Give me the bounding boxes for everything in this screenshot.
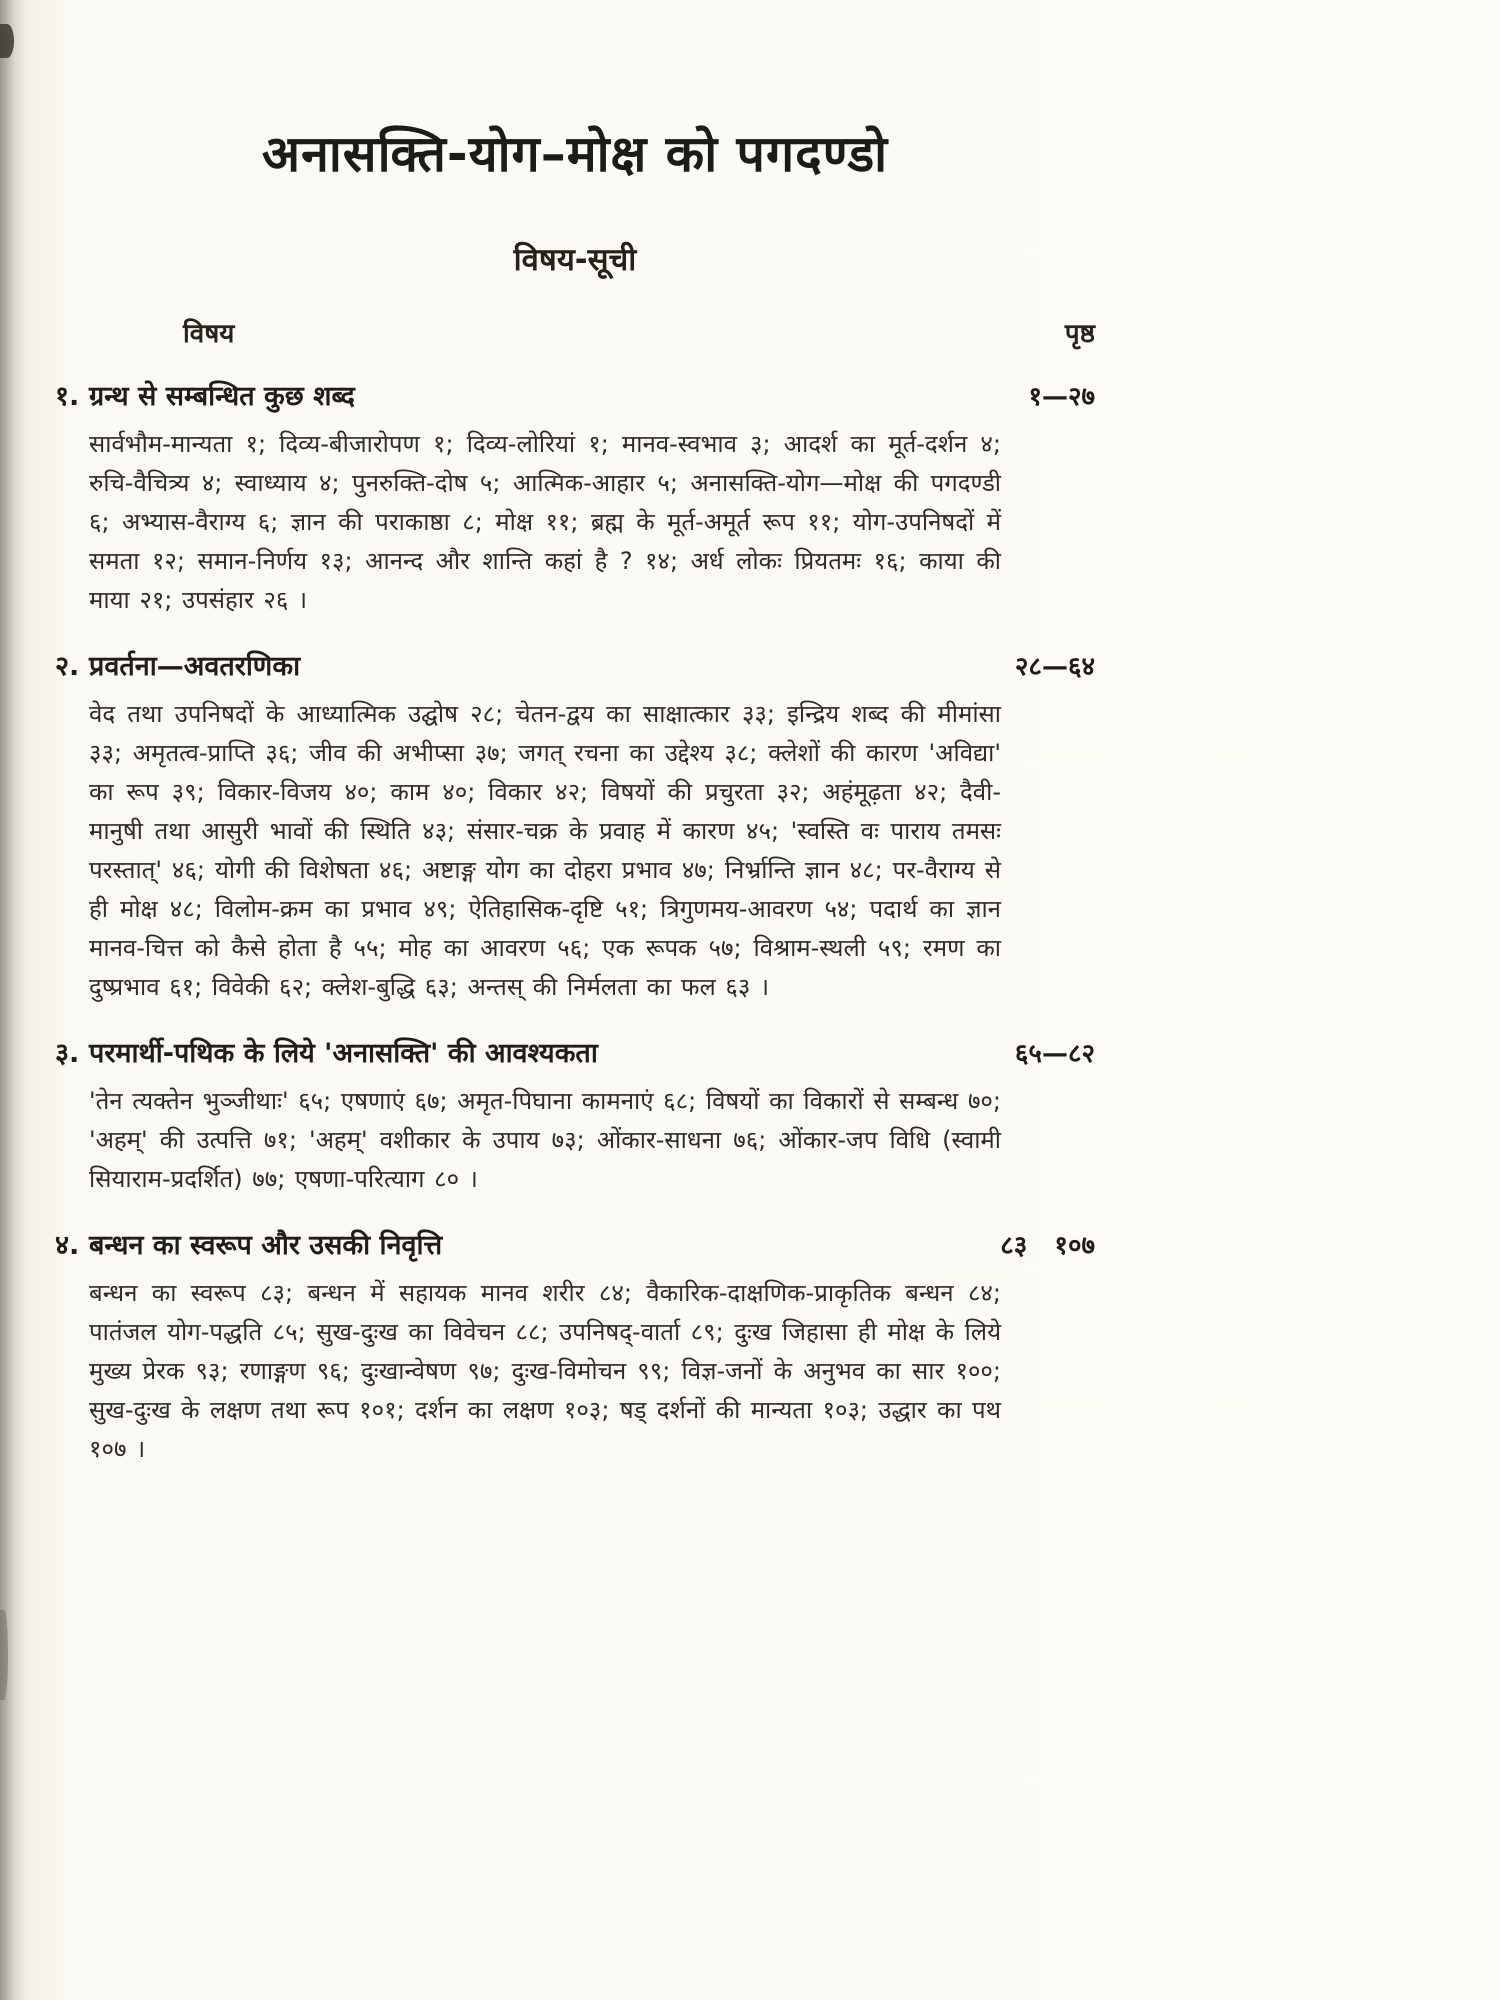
binding-shadow bbox=[0, 0, 26, 2000]
entry-body: सार्वभौम-मान्यता १; दिव्य-बीजारोपण १; दिव्य-लोरियां १; मानव-स्वभाव ३; आदर्श का मूर्त-दर्शन ४; रुचि-वैचित्र्य ४; स्वाध्याय ४; पुनरुक्ति-दोष ५; आत्मिक-आहार ५; अनासक्ति-योग—मोक्ष की पगदण्डी ६; अभ्यास-वैराग्य ६; ज्ञान की पराकाष्ठा ८; मोक्ष ११; ब्रह्म के मूर्त-अमूर्त रूप ११; योग-उपनिषदों में समता १२; समान-निर्णय १३; आनन्द और शान्ति कहां है ? १४; अर्ध लोकः प्रियतमः १६; काया की माया २१; उपसंहार २६ । bbox=[89, 430, 1001, 614]
entry-pages: ८३ १०७ bbox=[1000, 1231, 1095, 1261]
toc-entry bbox=[55, 646, 1095, 1007]
book-title: अनासक्ति-योग–मोक्ष को पगदण्डो bbox=[261, 125, 889, 183]
column-header-row bbox=[55, 314, 1095, 350]
entry-head bbox=[55, 1225, 1095, 1262]
entry-pages: १—२७ bbox=[1028, 382, 1095, 412]
entry-pages: ६५—८२ bbox=[1014, 1039, 1095, 1069]
scan-artifact-bottom bbox=[0, 1610, 8, 1700]
toc-subtitle: विषय-सूची bbox=[513, 242, 637, 278]
entry-body: बन्धन का स्वरूप ८३; बन्धन में सहायक मानव शरीर ८४; वैकारिक-दाक्षणिक-प्राकृतिक बन्धन ८४; पातंजल योग-पद्धति ८५; सुख-दुःख का विवेचन ८८; उपनिषद्-वार्ता ८९; दुःख जिहासा ही मोक्ष के लिये मुख्य प्रेरक ९३; रणाङ्गण ९६; दुःखान्वेषण ९७; दुःख-विमोचन ९९; विज्ञ-जनों के अनुभव का सार १००; सुख-दुःख के लक्षण तथा रूप १०१; दर्शन का लक्षण १०३; षड् दर्शनों की मान्यता १०३; उद्धार का पथ १०७ । bbox=[89, 1279, 1001, 1463]
entry-number: २. bbox=[55, 651, 80, 682]
entry-pages: २८—६४ bbox=[1014, 652, 1095, 682]
entry-heading: प्रवर्तना—अवतरणिका bbox=[89, 651, 301, 682]
entry-number: १. bbox=[55, 381, 80, 412]
entry-number: ४. bbox=[55, 1230, 80, 1261]
entry-head bbox=[55, 646, 1095, 683]
toc-entry bbox=[55, 376, 1095, 620]
entry-head bbox=[55, 376, 1095, 413]
entry-number: ३. bbox=[55, 1038, 80, 1069]
entry-heading: बन्धन का स्वरूप और उसकी निवृत्ति bbox=[89, 1230, 443, 1261]
scan-artifact-top bbox=[0, 24, 14, 58]
toc-entry bbox=[55, 1033, 1095, 1199]
column-header-page: पृष्ठ bbox=[1064, 319, 1095, 349]
entry-head bbox=[55, 1033, 1095, 1070]
entry-body: 'तेन त्यक्तेन भुञ्जीथाः' ६५; एषणाएं ६७; अमृत-पिघाना कामनाएं ६८; विषयों का विकारों से सम्बन्ध ७०; 'अहम्' की उत्पत्ति ७१; 'अहम्' वशीकार के उपाय ७३; ओंकार-साधना ७६; ओंकार-जप विधि (स्वामी सियाराम-प्रदर्शित) ७७; एषणा-परित्याग ८० । bbox=[89, 1087, 1001, 1193]
entry-heading: परमार्थी-पथिक के लिये 'अनासक्ति' की आवश्यकता bbox=[89, 1038, 598, 1069]
entry-body: वेद तथा उपनिषदों के आध्यात्मिक उद्घोष २८; चेतन-द्वय का साक्षात्कार ३३; इन्द्रिय शब्द की मीमांसा ३३; अमृतत्व-प्राप्ति ३६; जीव की अभीप्सा ३७; जगत् रचना का उद्देश्य ३८; क्लेशों की कारण 'अविद्या' का रूप ३९; विकार-विजय ४०; काम ४०; विकार ४२; विषयों की प्रचुरता ३२; अहंमूढ़ता ४२; दैवी-मानुषी तथा आसुरी भावों की स्थिति ४३; संसार-चक्र के प्रवाह में कारण ४५; 'स्वस्ति वः पाराय तमसः परस्तात्' ४६; योगी की विशेषता ४६; अष्टाङ्ग योग का दोहरा प्रभाव ४७; निर्भ्रान्ति ज्ञान ४८; पर-वैराग्य से ही मोक्ष ४८; विलोम-क्रम का प्रभाव ४९; ऐतिहासिक-दृष्टि ५१; त्रिगुणमय-आवरण ५४; पदार्थ का ज्ञान मानव-चित्त को कैसे होता है ५५; मोह का आवरण ५६; एक रूपक ५७; विश्राम-स्थली ५९; रमण का दुष्प्रभाव ६१; विवेकी ६२; क्लेश-बुद्धि ६३; अन्तस् की निर्मलता का फल ६३ । bbox=[89, 700, 1001, 1001]
column-header-subject: विषय bbox=[183, 319, 235, 349]
toc-page bbox=[55, 118, 1095, 1469]
entry-heading: ग्रन्थ से सम्बन्धित कुछ शब्द bbox=[89, 381, 355, 412]
toc-entry bbox=[55, 1225, 1095, 1469]
